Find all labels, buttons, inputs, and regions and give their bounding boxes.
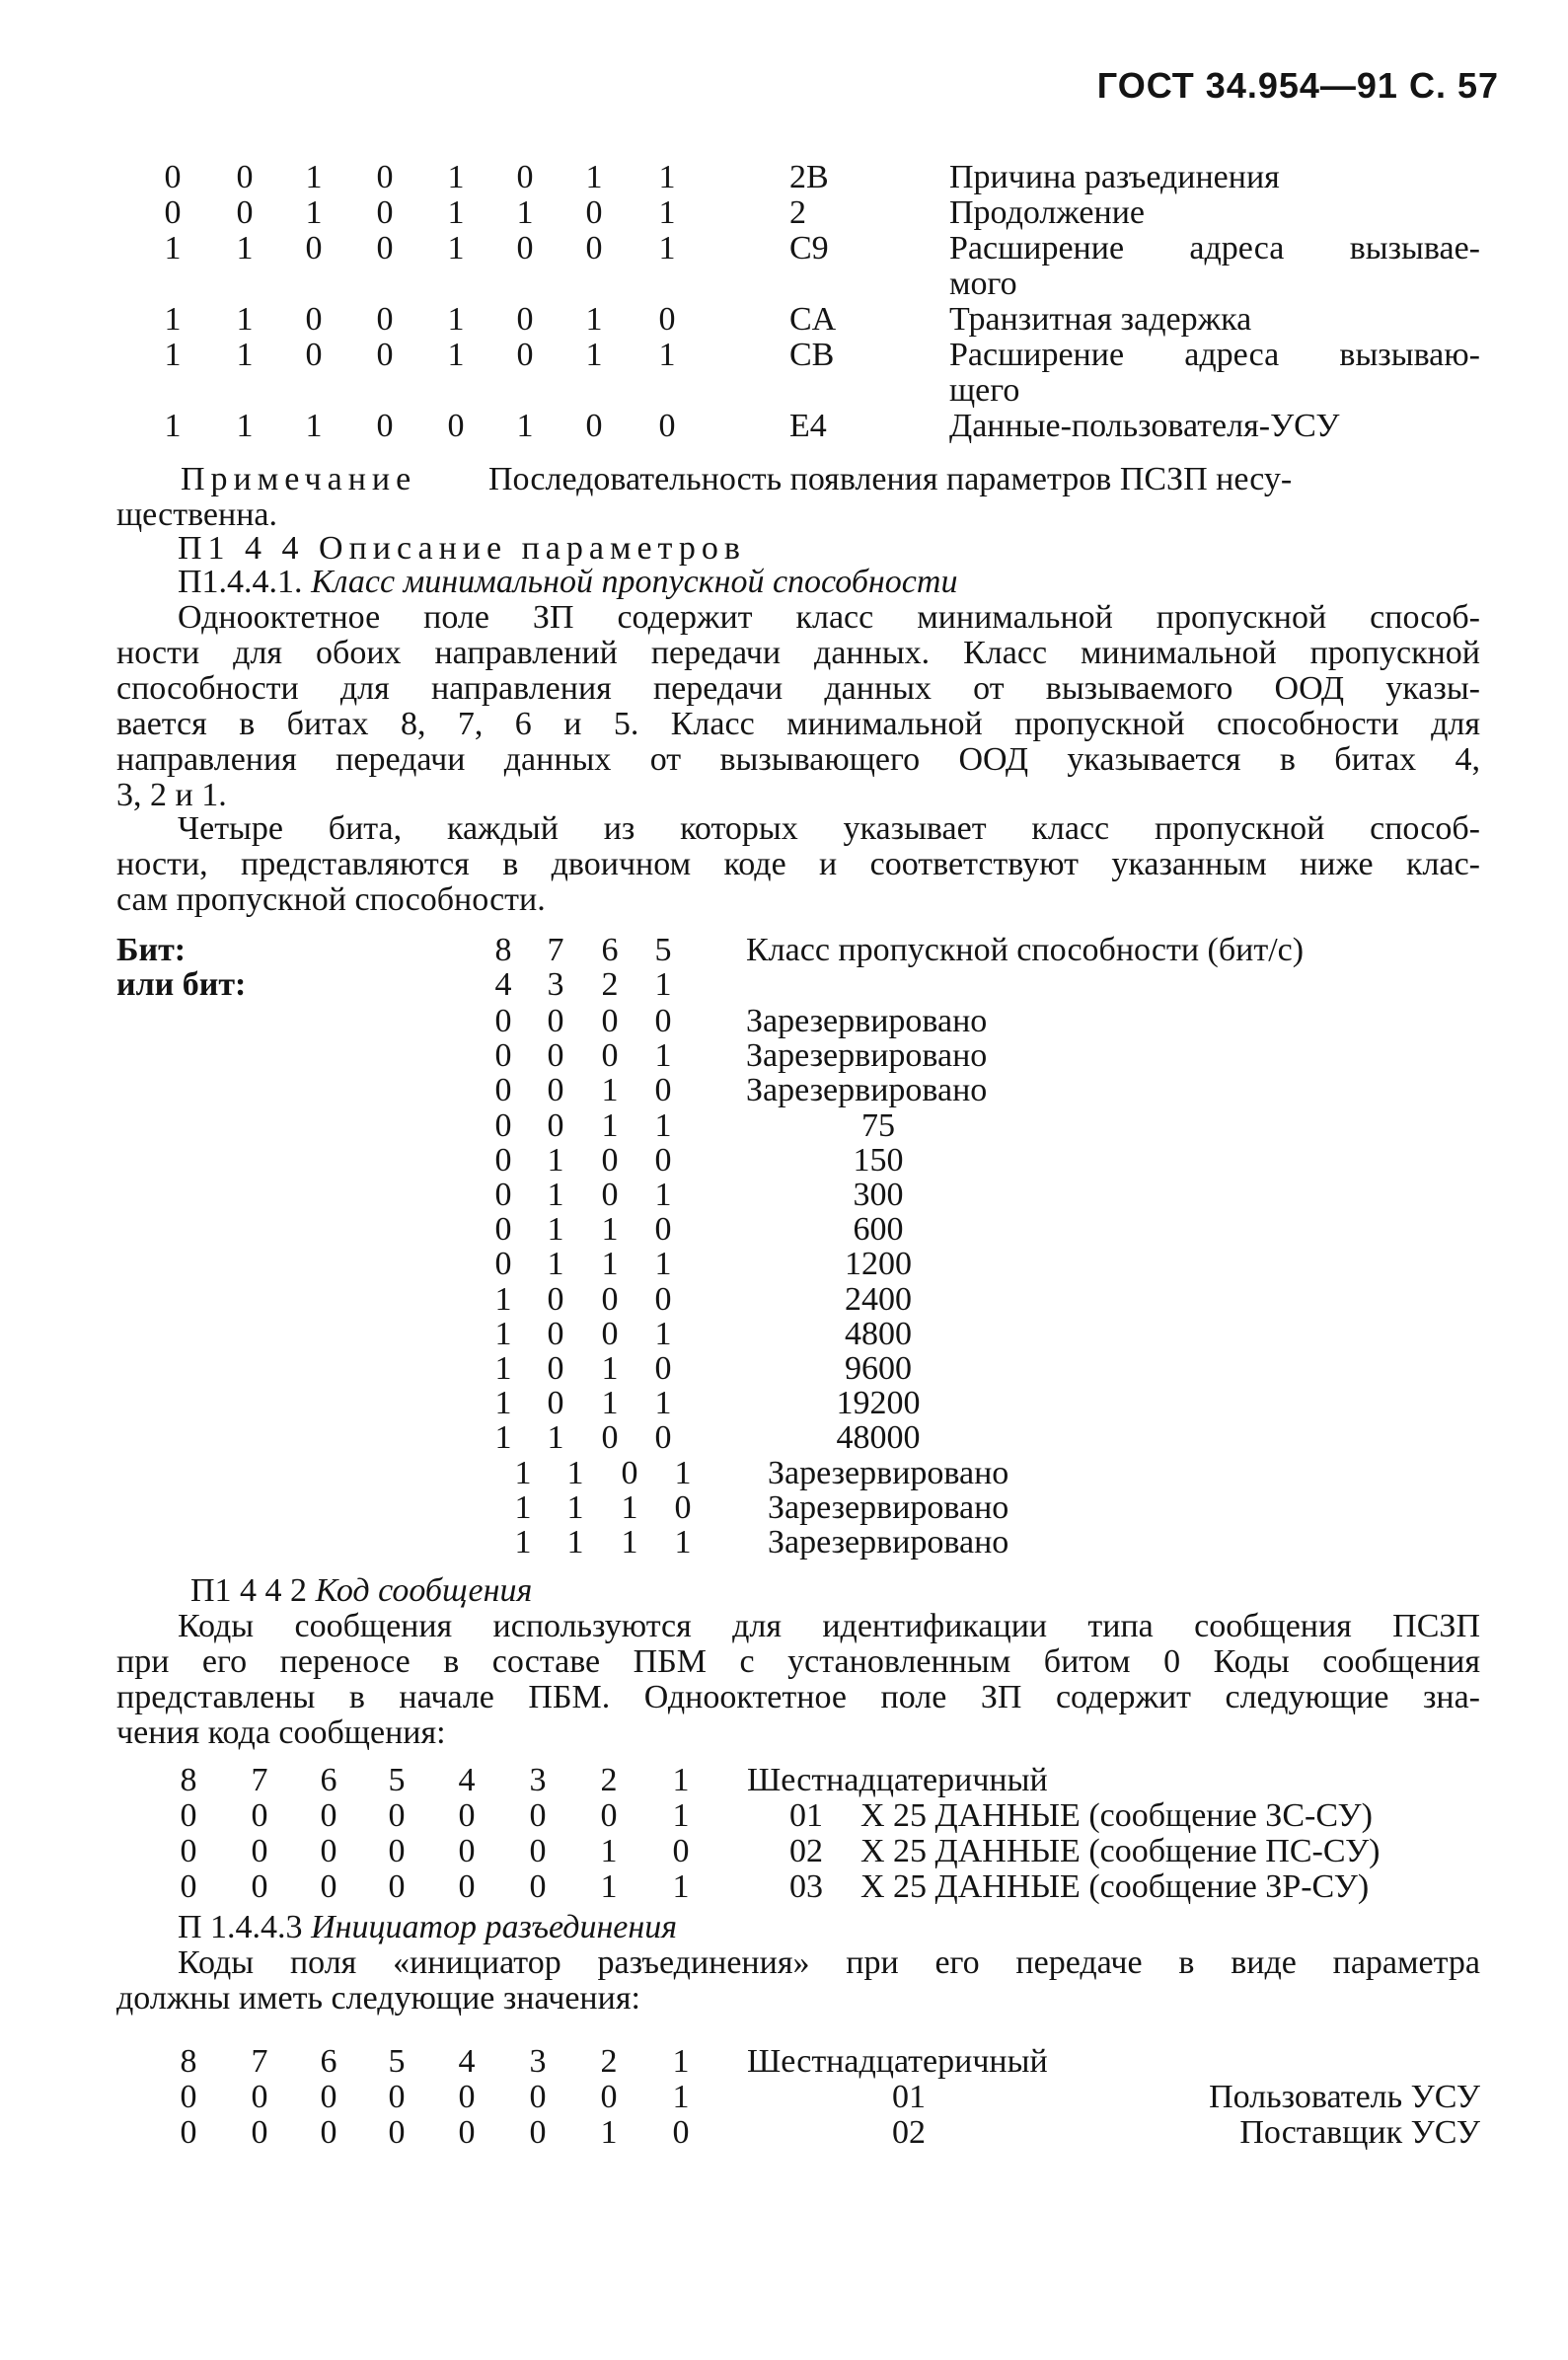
bit-cell: 1 xyxy=(305,194,323,231)
bit-cell: 1 xyxy=(672,1868,690,1905)
bit-cell: 1 xyxy=(600,1868,618,1905)
bit-cell: 1 xyxy=(164,230,182,266)
bit-cell: 0 xyxy=(516,337,534,373)
bit-cell: 0 xyxy=(376,408,394,444)
hex-code: 02 xyxy=(789,1833,823,1869)
parameter-description: Транзитная задержка xyxy=(949,301,1252,338)
section-title: П1 4 4 Описание параметров xyxy=(178,530,746,567)
bit-cell: 0 xyxy=(494,1037,512,1075)
bit-cell: 0 xyxy=(320,1833,337,1869)
bit-cell: 0 xyxy=(320,1797,337,1834)
bit-cell: 1 xyxy=(658,337,676,373)
paragraph-line: Коды поля «инициатор разъединения» при его передаче в виде параметра xyxy=(178,1944,1480,1981)
bit-cell: 0 xyxy=(585,230,603,266)
bit-cell: 1 xyxy=(601,1106,619,1144)
bit-header: 1 xyxy=(654,966,672,1003)
bit-cell: 1 xyxy=(164,337,182,373)
bit-header: 7 xyxy=(251,2043,268,2080)
bit-cell: 0 xyxy=(376,230,394,266)
subsection-1-title: Класс минимальной пропускной способности xyxy=(311,564,958,600)
bit-cell: 0 xyxy=(658,408,676,444)
bit-cell: 0 xyxy=(164,194,182,231)
bit-cell: 1 xyxy=(658,159,676,195)
bit-cell: 1 xyxy=(514,1524,532,1561)
subsection-2-heading xyxy=(190,1573,532,1609)
subsection-3-title: Инициатор разъединения xyxy=(311,1909,678,1945)
bit-cell: 0 xyxy=(601,1003,619,1039)
bit-cell: 0 xyxy=(320,1868,337,1905)
bit-cell: 0 xyxy=(547,1350,564,1387)
bit-cell: 1 xyxy=(547,1419,564,1457)
bit-cell: 0 xyxy=(494,1106,512,1144)
bit-cell: 1 xyxy=(566,1454,584,1491)
bit-cell: 0 xyxy=(601,1177,619,1213)
bit-cell: 0 xyxy=(180,1868,197,1905)
note-text-1: Последовательность появления параметров ПСЗП несу- xyxy=(488,461,1293,497)
subsection-3-number: П 1.4.4.3 xyxy=(178,1909,303,1945)
bit-cell: 0 xyxy=(585,408,603,444)
bit-cell: 0 xyxy=(529,1833,547,1869)
bit-header: 1 xyxy=(672,2043,690,2080)
hex-code: 03 xyxy=(789,1868,823,1905)
bit-header: 1 xyxy=(672,1762,690,1798)
bit-cell: 0 xyxy=(601,1141,619,1179)
bit-cell: 1 xyxy=(585,159,603,195)
bit-cell: 1 xyxy=(654,1177,672,1213)
bit-cell: 1 xyxy=(547,1141,564,1179)
subsection-1-number: П1.4.4.1. xyxy=(178,564,303,600)
bit-cell: 1 xyxy=(447,230,465,266)
paragraph-line: сам пропускной способности. xyxy=(116,881,546,918)
bit-header: 8 xyxy=(180,2043,197,2080)
bit-header: 6 xyxy=(320,1762,337,1798)
bit-cell: 1 xyxy=(516,194,534,231)
bit-cell: 0 xyxy=(621,1454,638,1491)
paragraph-line: 3, 2 и 1. xyxy=(116,777,227,813)
bit-cell: 0 xyxy=(458,1797,476,1834)
subsection-3-paragraph xyxy=(116,1945,1480,2017)
bit-header: 5 xyxy=(388,2043,406,2080)
bit-cell: 1 xyxy=(494,1350,512,1387)
bit-cell: 1 xyxy=(672,2079,690,2115)
parameter-description: Расширение адреса вызываю- xyxy=(949,337,1480,373)
bit-cell: 0 xyxy=(320,2079,337,2115)
hex-code: 01 xyxy=(789,1797,823,1834)
bit-header: 3 xyxy=(529,1762,547,1798)
throughput-value: 1200 xyxy=(845,1246,912,1283)
bit-cell: 1 xyxy=(494,1280,512,1318)
bit-cell: 1 xyxy=(516,408,534,444)
bit-cell: 0 xyxy=(388,1833,406,1869)
bit-cell: 1 xyxy=(658,194,676,231)
bit-cell: 1 xyxy=(654,1246,672,1283)
bit-cell: 1 xyxy=(654,1385,672,1422)
bit-cell: 1 xyxy=(164,408,182,444)
bit-cell: 0 xyxy=(164,159,182,195)
subsection-1-paragraph-2 xyxy=(116,811,1480,918)
hex-code: C9 xyxy=(789,230,829,266)
throughput-value: 48000 xyxy=(836,1419,921,1457)
bit-header: 7 xyxy=(547,932,564,968)
throughput-column-title: Класс пропускной способности (бит/с) xyxy=(746,932,1305,968)
bit-cell: 1 xyxy=(236,408,254,444)
bit-cell: 0 xyxy=(236,159,254,195)
bit-cell: 1 xyxy=(566,1524,584,1561)
paragraph-line: ности для обоих направлений передачи данных. Класс минимальной пропускной xyxy=(116,635,1480,671)
bit-cell: 0 xyxy=(388,2079,406,2115)
bit-cell: 1 xyxy=(601,1072,619,1109)
bit-cell: 1 xyxy=(305,159,323,195)
bit-cell: 0 xyxy=(305,301,323,338)
hex-code: CA xyxy=(789,301,837,338)
bit-cell: 0 xyxy=(547,1315,564,1352)
parameter-description: Причина разъединения xyxy=(949,159,1280,195)
hex-code: CB xyxy=(789,337,835,373)
throughput-value: Зарезервировано xyxy=(746,1037,988,1075)
paragraph-line: вается в битах 8, 7, 6 и 5. Класс минимальной пропускной способности для xyxy=(116,706,1480,742)
bit-cell: 0 xyxy=(674,1488,692,1526)
bit-cell: 0 xyxy=(672,1833,690,1869)
bit-cell: 0 xyxy=(388,1868,406,1905)
bit-cell: 0 xyxy=(251,1797,268,1834)
bit-cell: 1 xyxy=(447,301,465,338)
bit-header: 3 xyxy=(547,966,564,1003)
message-code-description: X 25 ДАННЫЕ (сообщение ЗС-СУ) xyxy=(860,1797,1373,1834)
bit-cell: 0 xyxy=(180,1833,197,1869)
paragraph-line: при его переносе в составе ПБМ с установленным битом 0 Коды сообщения xyxy=(116,1643,1480,1680)
bit-cell: 1 xyxy=(621,1524,638,1561)
bit-cell: 0 xyxy=(236,194,254,231)
paragraph-line: Коды сообщения используются для идентификации типа сообщения ПСЗП xyxy=(178,1608,1480,1644)
bit-cell: 1 xyxy=(621,1488,638,1526)
throughput-value: 2400 xyxy=(845,1280,912,1318)
release-initiator-description: Пользователь УСУ xyxy=(1209,2079,1480,2115)
parameter-description: Расширение адреса вызывае- xyxy=(949,230,1480,266)
bit-cell: 1 xyxy=(494,1315,512,1352)
bit-cell: 0 xyxy=(376,159,394,195)
bit-cell: 0 xyxy=(654,1280,672,1318)
bit-cell: 0 xyxy=(251,1868,268,1905)
bit-cell: 1 xyxy=(585,301,603,338)
hex-code: 02 xyxy=(892,2114,926,2151)
throughput-value: 4800 xyxy=(845,1315,912,1352)
paragraph-line: Четыре бита, каждый из которых указывает класс пропускной способ- xyxy=(178,810,1480,847)
page-header: ГОСТ 34.954—91 С. 57 xyxy=(1096,65,1499,106)
paragraph-line: направления передачи данных от вызывающего ООД указывается в битах 4, xyxy=(116,741,1480,778)
parameter-description: Данные-пользователя-УСУ xyxy=(949,408,1340,444)
bit-cell: 0 xyxy=(388,1797,406,1834)
bit-cell: 1 xyxy=(585,337,603,373)
bit-cell: 0 xyxy=(251,2079,268,2115)
bit-cell: 0 xyxy=(654,1419,672,1457)
bit-cell: 0 xyxy=(672,2114,690,2151)
bit-cell: 0 xyxy=(494,1177,512,1213)
bit-cell: 0 xyxy=(494,1211,512,1249)
subsection-1-paragraph-1 xyxy=(116,600,1480,813)
subsection-2-title: Код сообщения xyxy=(315,1572,533,1609)
throughput-value: 9600 xyxy=(845,1350,912,1387)
paragraph-line: Однооктетное поле ЗП содержит класс минимальной пропускной способ- xyxy=(178,599,1480,636)
bit-cell: 0 xyxy=(601,1419,619,1457)
parameter-description: Продолжение xyxy=(949,194,1146,231)
bit-cell: 0 xyxy=(516,230,534,266)
bit-cell: 0 xyxy=(494,1072,512,1109)
release-initiator-hex-header: Шестнадцатеричный xyxy=(747,2043,1048,2080)
bit-cell: 1 xyxy=(547,1211,564,1249)
bit-cell: 0 xyxy=(654,1072,672,1109)
bit-cell: 0 xyxy=(388,2114,406,2151)
bit-header: 4 xyxy=(458,1762,476,1798)
bit-cell: 1 xyxy=(674,1524,692,1561)
bit-cell: 1 xyxy=(672,1797,690,1834)
bit-header: 7 xyxy=(251,1762,268,1798)
throughput-value: 600 xyxy=(853,1211,904,1249)
bit-cell: 0 xyxy=(547,1106,564,1144)
bit-cell: 1 xyxy=(601,1246,619,1283)
throughput-value: Зарезервировано xyxy=(768,1454,1009,1491)
bit-cell: 1 xyxy=(654,1315,672,1352)
bit-cell: 1 xyxy=(164,301,182,338)
paragraph-line: должны иметь следующие значения: xyxy=(116,1980,640,2017)
bit-cell: 0 xyxy=(376,337,394,373)
bit-cell: 0 xyxy=(529,2114,547,2151)
bit-cell: 1 xyxy=(494,1385,512,1422)
bit-header: 2 xyxy=(600,2043,618,2080)
bit-cell: 1 xyxy=(236,337,254,373)
bit-cell: 1 xyxy=(601,1350,619,1387)
bit-cell: 1 xyxy=(447,194,465,231)
bit-cell: 0 xyxy=(376,194,394,231)
bit-header: 8 xyxy=(494,932,512,968)
bit-cell: 0 xyxy=(305,230,323,266)
bit-header: 4 xyxy=(458,2043,476,2080)
note-text-2: щественна. xyxy=(116,496,277,533)
bit-cell: 0 xyxy=(180,2079,197,2115)
bit-cell: 1 xyxy=(600,2114,618,2151)
bit-cell: 0 xyxy=(654,1141,672,1179)
bit-cell: 0 xyxy=(658,301,676,338)
bit-header: 6 xyxy=(320,2043,337,2080)
bit-cell: 0 xyxy=(601,1037,619,1075)
bit-cell: 0 xyxy=(458,1833,476,1869)
parameter-description: мого xyxy=(949,266,1017,302)
bit-cell: 0 xyxy=(494,1246,512,1283)
bit-cell: 0 xyxy=(529,2079,547,2115)
subsection-1-heading xyxy=(178,565,957,600)
bit-cell: 0 xyxy=(600,2079,618,2115)
bit-cell: 0 xyxy=(320,2114,337,2151)
bit-cell: 0 xyxy=(180,2114,197,2151)
bit-cell: 0 xyxy=(547,1003,564,1039)
bit-cell: 0 xyxy=(494,1003,512,1039)
message-code-description: X 25 ДАННЫЕ (сообщение ПС-СУ) xyxy=(860,1833,1381,1869)
throughput-value: Зарезервировано xyxy=(746,1072,988,1109)
hex-code: 2 xyxy=(789,194,806,231)
bit-cell: 0 xyxy=(251,1833,268,1869)
throughput-value: Зарезервировано xyxy=(746,1003,988,1039)
bit-cell: 1 xyxy=(654,1037,672,1075)
bit-header: 5 xyxy=(654,932,672,968)
bit-header: 8 xyxy=(180,1762,197,1798)
bit-cell: 0 xyxy=(547,1385,564,1422)
bit-cell: 1 xyxy=(547,1177,564,1213)
subsection-3-heading xyxy=(178,1910,677,1945)
message-code-hex-header: Шестнадцатеричный xyxy=(747,1762,1048,1798)
bit-cell: 1 xyxy=(447,337,465,373)
bit-cell: 1 xyxy=(447,159,465,195)
bit-cell: 1 xyxy=(236,230,254,266)
bit-cell: 1 xyxy=(674,1454,692,1491)
hex-code: 01 xyxy=(892,2079,926,2115)
bit-cell: 0 xyxy=(494,1141,512,1179)
bit-cell: 1 xyxy=(547,1246,564,1283)
bit-cell: 1 xyxy=(658,230,676,266)
bit-cell: 1 xyxy=(601,1385,619,1422)
bit-cell: 0 xyxy=(601,1315,619,1352)
bit-cell: 0 xyxy=(516,159,534,195)
parameter-description: щего xyxy=(949,372,1020,409)
bit-cell: 0 xyxy=(547,1072,564,1109)
bit-cell: 1 xyxy=(566,1488,584,1526)
bit-header: 3 xyxy=(529,2043,547,2080)
bit-header: 5 xyxy=(388,1762,406,1798)
paragraph-line: ности, представляются в двоичном коде и соответствуют указанным ниже клас- xyxy=(116,846,1480,882)
throughput-value: Зарезервировано xyxy=(768,1524,1009,1561)
bit-cell: 1 xyxy=(601,1211,619,1249)
bit-cell: 0 xyxy=(585,194,603,231)
bit-cell: 1 xyxy=(305,408,323,444)
bit-cell: 0 xyxy=(547,1280,564,1318)
bit-cell: 0 xyxy=(529,1868,547,1905)
release-initiator-description: Поставщик УСУ xyxy=(1239,2114,1480,2151)
note-label: Примечание xyxy=(181,461,417,497)
subsection-2-paragraph xyxy=(116,1609,1480,1751)
bit-cell: 0 xyxy=(458,2114,476,2151)
bit-cell: 0 xyxy=(654,1211,672,1249)
bit-cell: 1 xyxy=(514,1488,532,1526)
bit-cell: 0 xyxy=(601,1280,619,1318)
subsection-2-number: П1 4 4 2 xyxy=(190,1572,308,1609)
paragraph-line: чения кода сообщения: xyxy=(116,1714,446,1751)
bit-cell: 1 xyxy=(236,301,254,338)
throughput-value: 19200 xyxy=(836,1385,921,1422)
bit-header: 2 xyxy=(601,966,619,1003)
bit-cell: 0 xyxy=(547,1037,564,1075)
bit-cell: 1 xyxy=(514,1454,532,1491)
bit-cell: 1 xyxy=(600,1833,618,1869)
paragraph-line: представлены в начале ПБМ. Однооктетное поле ЗП содержит следующие зна- xyxy=(116,1679,1480,1715)
throughput-value: 75 xyxy=(861,1106,895,1144)
hex-code: E4 xyxy=(789,408,827,444)
bit-cell: 1 xyxy=(654,1106,672,1144)
message-code-description: X 25 ДАННЫЕ (сообщение ЗР-СУ) xyxy=(860,1868,1370,1905)
bit-cell: 0 xyxy=(654,1350,672,1387)
throughput-label-or-bit: или бит: xyxy=(116,966,247,1003)
bit-cell: 0 xyxy=(516,301,534,338)
bit-cell: 0 xyxy=(458,2079,476,2115)
bit-cell: 1 xyxy=(494,1419,512,1457)
bit-cell: 0 xyxy=(251,2114,268,2151)
bit-header: 6 xyxy=(601,932,619,968)
throughput-value: Зарезервировано xyxy=(768,1488,1009,1526)
bit-cell: 0 xyxy=(305,337,323,373)
bit-cell: 0 xyxy=(458,1868,476,1905)
bit-cell: 0 xyxy=(529,1797,547,1834)
bit-cell: 0 xyxy=(654,1003,672,1039)
throughput-value: 300 xyxy=(853,1177,904,1213)
bit-header: 4 xyxy=(494,966,512,1003)
bit-cell: 0 xyxy=(180,1797,197,1834)
throughput-label-bit: Бит: xyxy=(116,932,187,968)
bit-cell: 0 xyxy=(447,408,465,444)
bit-cell: 0 xyxy=(600,1797,618,1834)
paragraph-line: способности для направления передачи данных от вызываемого ООД указы- xyxy=(116,670,1480,707)
bit-cell: 0 xyxy=(376,301,394,338)
bit-header: 2 xyxy=(600,1762,618,1798)
hex-code: 2B xyxy=(789,159,829,195)
throughput-value: 150 xyxy=(853,1141,904,1179)
